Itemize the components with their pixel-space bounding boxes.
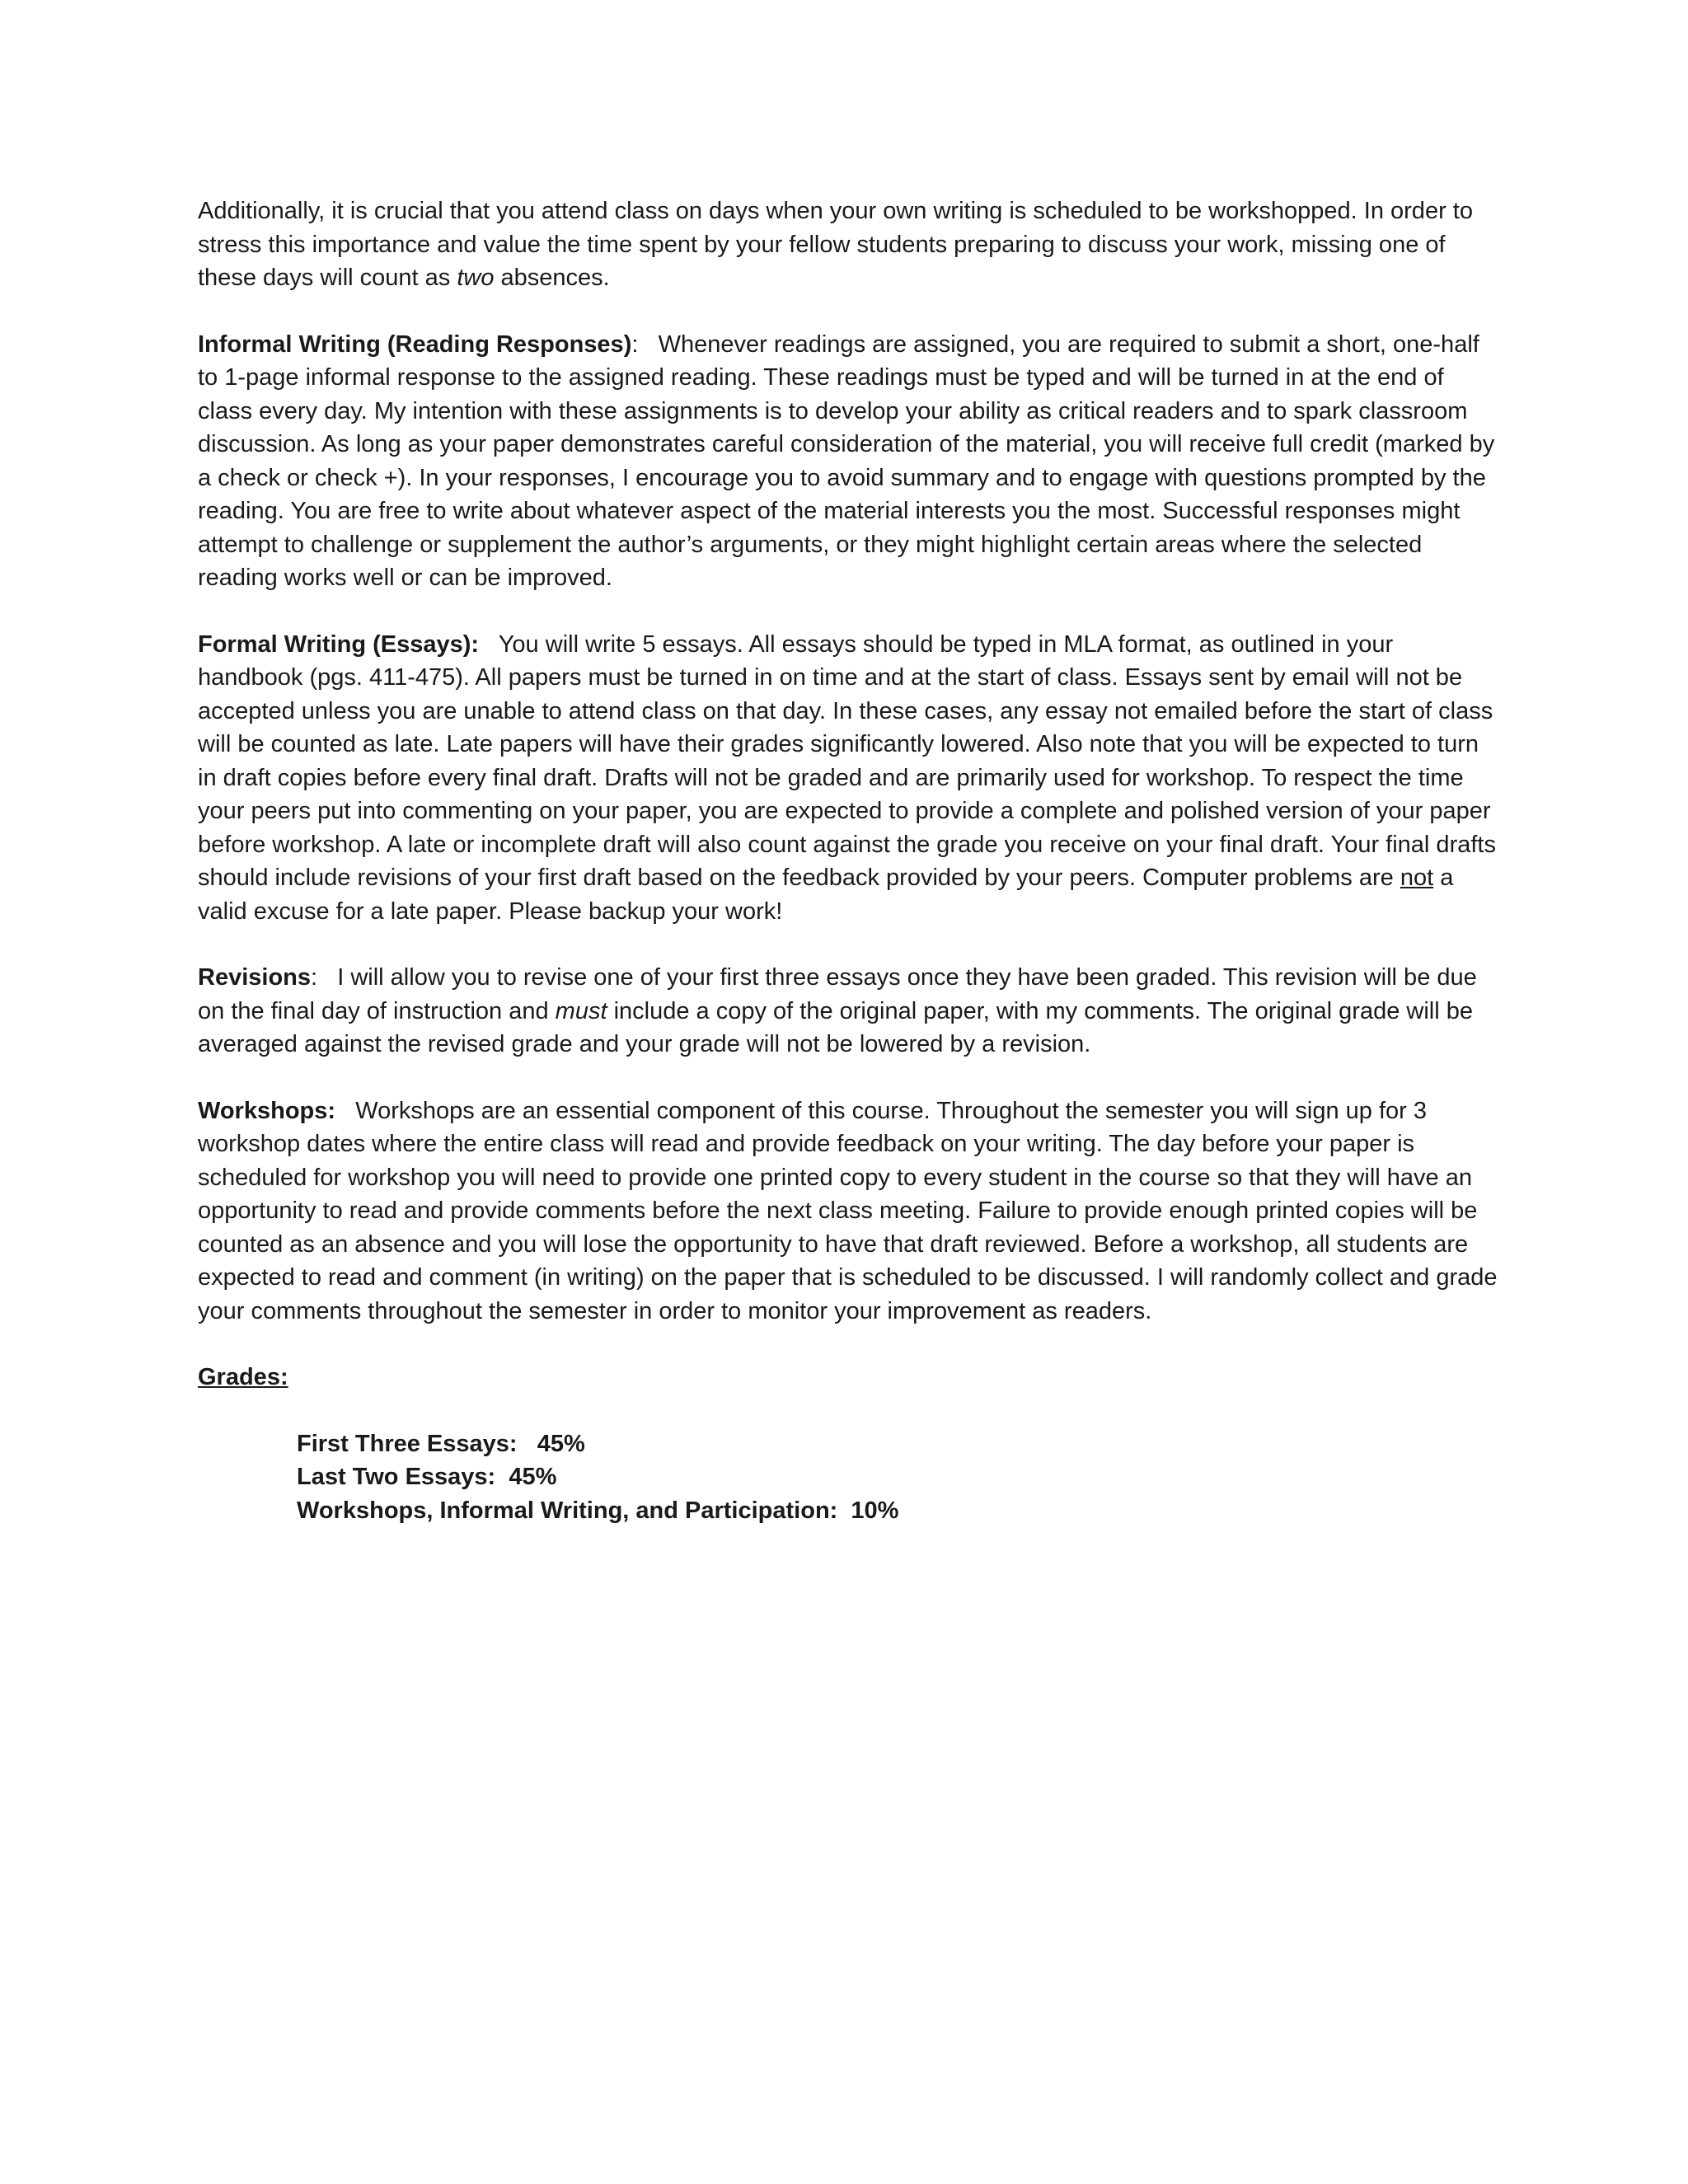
syllabus-page (198, 194, 1498, 1527)
revisions-paragraph (198, 961, 1498, 1062)
workshops-paragraph (198, 1094, 1498, 1329)
grade-item-first-three-essays: First Three Essays: 45% (297, 1430, 585, 1457)
revisions-body-2: include a copy of the original paper, with my comments. The original grade will be averaged against the revised grade and your grade will not be lowered by a revision. (198, 997, 1473, 1057)
formal-writing-body-1: You will write 5 essays. All essays should be typed in MLA format, as outlined in your handbook (pgs. 411-475). All papers must be turned in on time and at the start of class. Essays sent by email will not be accepted unless you are unable to attend class on that day. In these cases, any essay not emailed before the start of class will be counted as late. Late papers will have their grades significantly lowered. Also note that you will be expected to turn in draft copies before every final draft. Drafts will not be graded and are primarily used for workshop. To respect the time your peers put into commenting on your paper, you are expected to provide a complete and polished version of your paper before workshop. A late or incomplete draft will also count against the grade you receive on your final draft. Your final drafts should include revisions of your first draft based on the feedback provided by your peers. Computer problems are (198, 630, 1496, 891)
workshops-body: Workshops are an essential component of this course. Throughout the semester you will sign up for 3 workshop dates where the entire class will read and provide feedback on your writing. The day before your paper is scheduled for workshop you will need to provide one printed copy to every student in the course so that they will have an opportunity to read and provide comments before the next class meeting. Failure to provide enough printed copies will be counted as an absence and you will lose the opportunity to have that draft reviewed. Before a workshop, all students are expected to read and comment (in writing) on the paper that is scheduled to be discussed. I will randomly collect and grade your comments throughout the semester in order to monitor your improvement as readers. (198, 1097, 1498, 1324)
informal-writing-heading-suffix: : (631, 330, 639, 358)
grade-item-workshops-participation: Workshops, Informal Writing, and Participation: 10% (297, 1497, 899, 1524)
workshops-heading: Workshops: (198, 1097, 336, 1124)
attendance-text-2: absences. (494, 265, 610, 291)
revisions-heading: Revisions (198, 964, 311, 991)
informal-writing-paragraph (198, 328, 1498, 595)
grade-item-last-two-essays: Last Two Essays: 45% (297, 1464, 557, 1490)
formal-writing-body-2: a valid excuse for a late paper. Please backup your work! (198, 865, 1454, 925)
informal-writing-body: Whenever readings are assigned, you are required to submit a short, one-half to 1-page informal response to the assigned reading. These readings must be typed and will be turned in at the end of class every day. My intention with these assignments is to develop your ability as critical readers and to spark classroom discussion. As long as your paper demonstrates careful consideration of the material, you will receive full credit (marked by a check or check +). In your responses, I encourage you to avoid summary and to engage with questions prompted by the reading. You are free to write about whatever aspect of the material interests you the most. Successful responses might attempt to challenge or supplement the author’s arguments, or they might highlight certain areas where the selected reading works well or can be improved. (198, 330, 1495, 591)
revisions-heading-suffix: : (311, 964, 318, 991)
attendance-paragraph (198, 194, 1498, 295)
revisions-body-1: I will allow you to revise one of your first three essays once they have been graded. This revision will be due on the final day of instruction and (198, 964, 1477, 1024)
formal-writing-underlined: not (1400, 865, 1434, 891)
grades-heading: Grades: (198, 1364, 288, 1390)
formal-writing-paragraph (198, 628, 1498, 929)
attendance-text-1: Additionally, it is crucial that you attend class on days when your own writing is scheduled to be workshopped. In order to stress this importance and value the time spent by your fellow students preparing to discuss your work, missing one of these days will count as (198, 198, 1473, 291)
informal-writing-heading: Informal Writing (Reading Responses) (198, 330, 632, 358)
formal-writing-heading: Formal Writing (Essays): (198, 630, 480, 658)
attendance-emphasis: two (457, 265, 495, 291)
grades-list (297, 1427, 1498, 1528)
revisions-emphasis: must (555, 997, 607, 1024)
